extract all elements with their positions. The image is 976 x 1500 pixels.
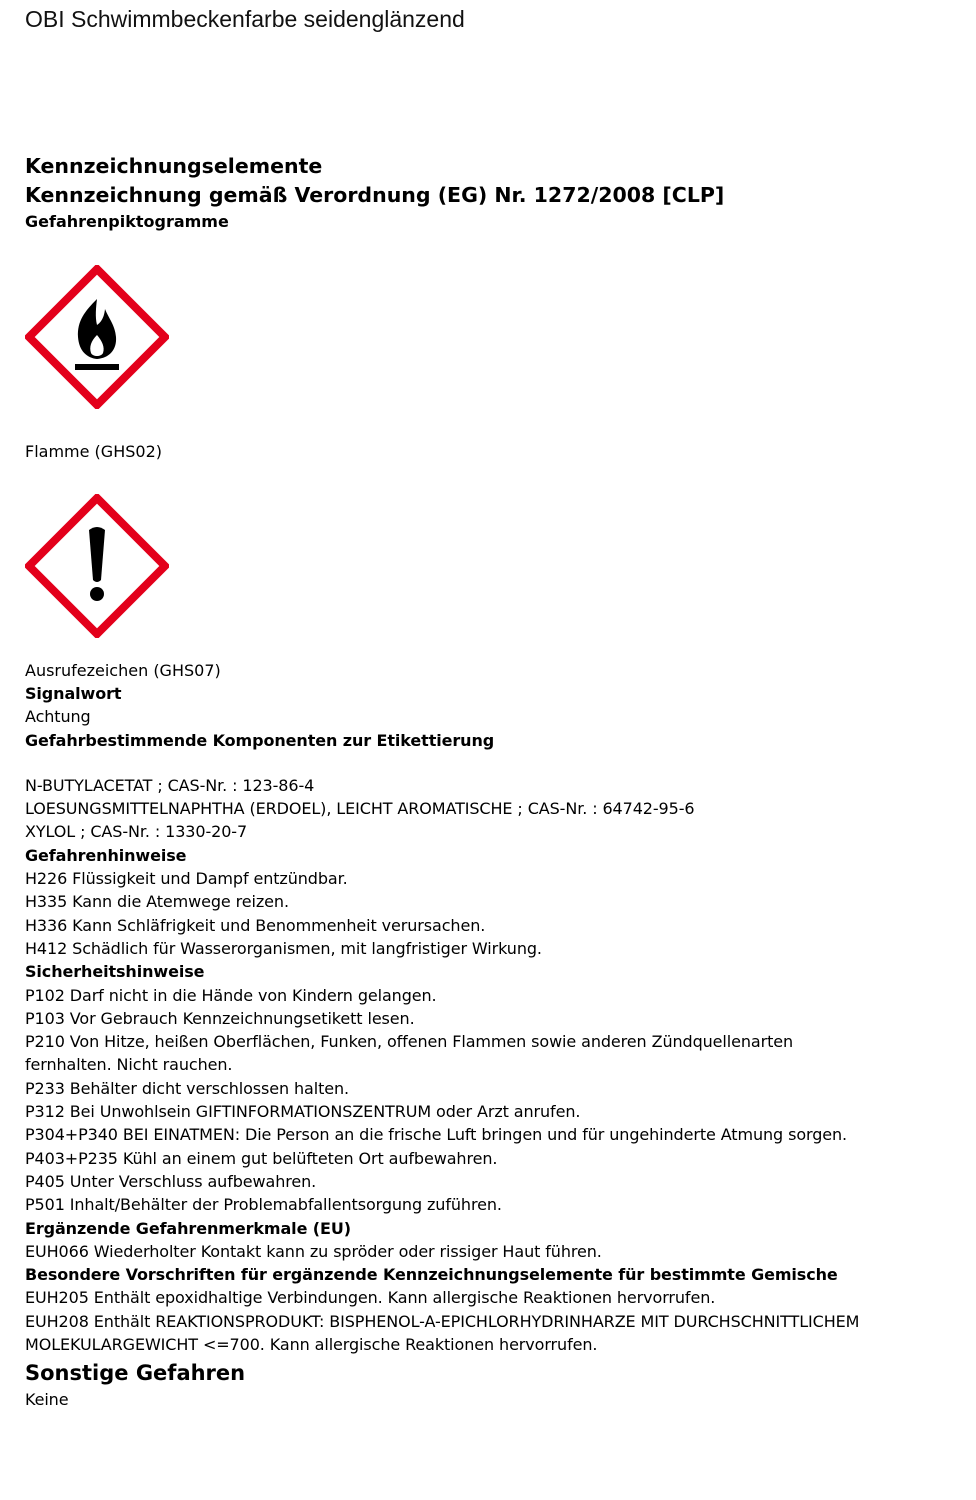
flame-pictogram-icon — [25, 265, 169, 409]
hazard-statements-label: Gefahrenhinweise — [25, 845, 187, 865]
components-list — [25, 774, 960, 844]
pictogram-exclamation-caption: Ausrufezeichen (GHS07) — [25, 661, 221, 680]
list-item: H335 Kann die Atemwege reizen. — [25, 892, 289, 912]
heading-clp-regulation: Kennzeichnung gemäß Verordnung (EG) Nr. 1272/2008 [CLP] — [25, 183, 725, 207]
list-item: P501 Inhalt/Behälter der Problemabfallentsorgung zuführen. — [25, 1195, 502, 1215]
list-item: P210 Von Hitze, heißen Oberflächen, Funken, offenen Flammen sowie anderen Zündquellenarten — [25, 1032, 794, 1052]
list-item: LOESUNGSMITTELNAPHTHA (ERDOEL), LEICHT AROMATISCHE ; CAS-Nr. : 64742-95-6 — [25, 799, 695, 819]
signal-word-label: Signalwort — [25, 684, 122, 703]
list-item: P103 Vor Gebrauch Kennzeichnungsetikett lesen. — [25, 1008, 415, 1028]
list-item: P233 Behälter dicht verschlossen halten. — [25, 1078, 350, 1098]
list-item: N-BUTYLACETAT ; CAS-Nr. : 123-86-4 — [25, 775, 315, 795]
list-item: EUH208 Enthält REAKTIONSPRODUKT: BISPHENOL-A-EPICHLORHYDRINHARZE MIT DURCHSCHNITTLICHEM — [25, 1311, 860, 1331]
special-rules-list — [25, 1286, 960, 1356]
list-item: P102 Darf nicht in die Hände von Kindern gelangen. — [25, 985, 437, 1005]
precautionary-statements-list — [25, 984, 960, 1217]
list-item: H226 Flüssigkeit und Dampf entzündbar. — [25, 869, 348, 889]
heading-labelling-elements: Kennzeichnungselemente — [25, 154, 323, 178]
list-item: P405 Unter Verschluss aufbewahren. — [25, 1171, 317, 1191]
precautionary-statements-label: Sicherheitshinweise — [25, 962, 205, 982]
pictogram-exclamation-block — [25, 494, 960, 682]
list-item: fernhalten. Nicht rauchen. — [25, 1055, 233, 1075]
list-item: EUH066 Wiederholter Kontakt kann zu spröder oder rissiger Haut führen. — [25, 1241, 602, 1261]
exclamation-pictogram-icon — [25, 494, 169, 638]
list-item: P403+P235 Kühl an einem gut belüfteten Ort aufbewahren. — [25, 1148, 498, 1168]
heading-pictograms: Gefahrenpiktogramme — [25, 212, 229, 231]
list-item: EUH205 Enthält epoxidhaltige Verbindungen. Kann allergische Reaktionen hervorrufen. — [25, 1288, 716, 1308]
supplemental-eu-label: Ergänzende Gefahrenmerkmale (EU) — [25, 1218, 351, 1238]
labelling-section — [25, 152, 960, 1412]
list-item: MOLEKULARGEWICHT <=700. Kann allergische Reaktionen hervorrufen. — [25, 1335, 598, 1355]
list-item: P312 Bei Unwohlsein GIFTINFORMATIONSZENTRUM oder Arzt anrufen. — [25, 1102, 581, 1122]
pictogram-flame-caption: Flamme (GHS02) — [25, 442, 162, 461]
signal-word-value: Achtung — [25, 707, 91, 727]
document-title: OBI Schwimmbeckenfarbe seidenglänzend — [25, 6, 465, 32]
list-item: H336 Kann Schläfrigkeit und Benommenheit verursachen. — [25, 915, 486, 935]
special-rules-label: Besondere Vorschriften für ergänzende Kennzeichnungselemente für bestimmte Gemische — [25, 1265, 838, 1285]
list-item: H412 Schädlich für Wasserorganismen, mit langfristiger Wirkung. — [25, 938, 542, 958]
pictogram-flame-block — [25, 265, 960, 463]
heading-other-hazards: Sonstige Gefahren — [25, 1361, 246, 1386]
other-hazards-value: Keine — [25, 1390, 69, 1410]
list-item: XYLOL ; CAS-Nr. : 1330-20-7 — [25, 822, 248, 842]
hazard-statements-list — [25, 867, 960, 960]
components-label: Gefahrbestimmende Komponenten zur Etikettierung — [25, 730, 495, 750]
list-item: P304+P340 BEI EINATMEN: Die Person an die frische Luft bringen und für ungehinderte Atmung sorgen. — [25, 1125, 848, 1145]
